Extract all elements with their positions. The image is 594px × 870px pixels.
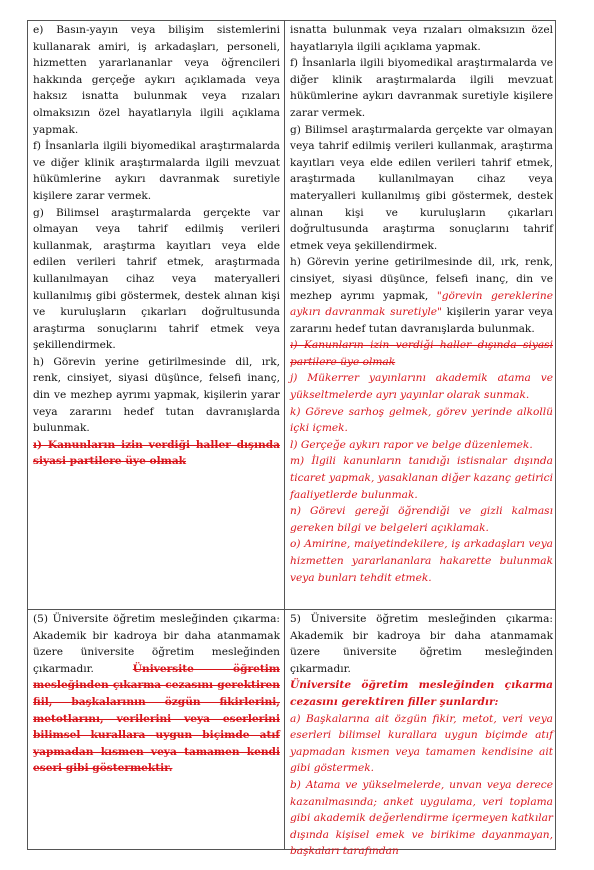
paragraph-5-deleted: Üniversite öğretim mesleğinden çıkarma cezasını gerektiren fiil, başkalarının özgün fikirlerini, metotlarını, verilerini veya eserlerini bilimsel kurallara uygun biçimde atıf yapmadan kısmen veya tamamen kendi eseri gibi göstermektir. <box>33 662 280 775</box>
right-top-cell <box>285 21 557 609</box>
clause-i-deleted: ı) Kanunların izin verdiği haller dışında siyasi partilere üye olmak <box>33 438 280 468</box>
clause-h-added: "görevin gereklerine aykırı davranmak suretiyle" <box>290 289 554 319</box>
paragraph-5-intro: 5) Üniversite öğretim mesleğinden çıkarma: Akademik bir kadroya bir daha atanmamak üzere üniversite öğretim mesleğinden çıkarmadır. <box>290 613 553 675</box>
clause-n-added: n) Görevi gereği öğrendiği ve gizli kalması gereken bilgi ve belgeleri açıklamak. <box>290 505 553 534</box>
clause-e: e) Basın-yayın veya bilişim sistemlerini kullanarak amiri, iş arkadaşları, personeli, hizmetten yararlananlar veya öğrencileri hakkında gerçeğe aykırı açıklamada veya haksız isnatta bulunmak veya rızaları olmaksızın özel hayatlarıyla ilgili açıklama yapmak. <box>33 24 280 136</box>
comparison-table <box>27 20 556 858</box>
clause-k-added: k) Göreve sarhoş gelmek, görev yerinde alkollü içki içmek. <box>290 405 553 435</box>
clause-g: g) Bilimsel araştırmalarda gerçekte var olmayan veya tahrif edilmiş verileri kullanmak, araştırma kayıtları veya elde edilen verileri tahrif etmek, araştırmada kullanılmayan cihaz veya materyalleri kullanılmış gibi göstermek, destek alınan kişi ve kuruluşların çıkarları doğrultusunda araştırma sonuçlarını tahrif etmek veya şekillendirmek. <box>290 123 553 252</box>
clause-h-end: kişilerin yarar veya zararını hedef tutan davranışlarda bulunmak. <box>290 306 554 335</box>
paragraph-5 <box>33 611 280 777</box>
clause-a-added: a) Başkalarına ait özgün fikir, metot, veri veya eserleri bilimsel kurallara uygun biçimde atıf yapmadan kısmen veya tamamen kendisine ait gibi göstermek. <box>290 712 553 775</box>
clause-g: g) Bilimsel araştırmalarda gerçekte var olmayan veya tahrif edilmiş verileri kullanmak, araştırma kayıtları veya elde edilen verileri tahrif etmek, araştırmada kullanılmayan cihaz veya materyalleri kullanılmış gibi göstermek, destek alınan kişi ve kuruluşların çıkarları doğrultusunda araştırma sonuçlarını tahrif etmek veya şekillendirmek. <box>33 206 280 352</box>
clause-f: f) İnsanlarla ilgili biyomedikal araştırmalarda ve diğer klinik araştırmalarda ilgili mevzuat hükümlerine aykırı davranmak suretiyle kişilere zarar vermek. <box>33 140 280 202</box>
clause-j-added: j) Mükerrer yayınlarını akademik atama ve yükseltmelerde ayrı yayınlar olarak sunmak. <box>290 372 553 402</box>
clause-i-deleted: ı) Kanunların izin verdiği haller dışında siyasi partilere üye olmak <box>290 339 553 368</box>
paragraph-5-lead-added: Üniversite öğretim mesleğinden çıkarma cezasını gerektiren filler şunlardır: <box>290 679 553 708</box>
right-bottom-cell <box>285 610 557 858</box>
paragraph-5-intro: (5) Üniversite öğretim mesleğinden çıkarma: Akademik bir kadroya bir daha atanmamak üzere üniversite öğretim mesleğinden çıkarmadır. <box>33 613 280 675</box>
clause-f: f) İnsanlarla ilgili biyomedikal araştırmalarda ve diğer klinik araştırmalarda ilgili mevzuat hükümlerine aykırı davranmak suretiyle kişilere zarar vermek. <box>290 57 553 119</box>
clause-h-start: h) Görevin yerine getirilmesinde dil, ırk, renk, cinsiyet, siyasi düşünce, felsefi inanç, din ve mezhep ayrımı yapmak, <box>290 256 553 302</box>
clause-h <box>290 254 553 337</box>
left-bottom-cell <box>28 610 284 851</box>
left-top-cell <box>28 21 284 609</box>
clause-e-tail: isnatta bulunmak veya rızaları olmaksızın özel hayatlarıyla ilgili açıklama yapmak. <box>290 24 553 53</box>
clause-o-added: o) Amirine, maiyetindekilere, iş arkadaşları veya hizmetten yararlananlara hakarette bulunmak veya bunları tehdit etmek. <box>290 538 553 584</box>
clause-b-added: b) Atama ve yükselmelerde, unvan veya derece kazanılmasında; anket uygulama, veri toplama gibi akademik değerlendirme içermeyen katkılar dışında kişisel emek ve birikime dayanmayan, başkaları tarafından <box>290 778 553 858</box>
clause-m-added: m) İlgili kanunların tanıdığı istisnalar dışında ticaret yapmak, yasaklanan diğer kazanç getirici faaliyetlerde bulunmak. <box>290 455 553 501</box>
clause-l-added: l) Gerçeğe aykırı rapor ve belge düzenlemek. <box>290 438 533 451</box>
clause-h: h) Görevin yerine getirilmesinde dil, ırk, renk, cinsiyet, siyasi düşünce, felsefi inanç, din ve mezhep ayrımı yapmak, kişilerin yarar veya zararını hedef tutan davranışlarda bulunmak. <box>33 355 280 435</box>
